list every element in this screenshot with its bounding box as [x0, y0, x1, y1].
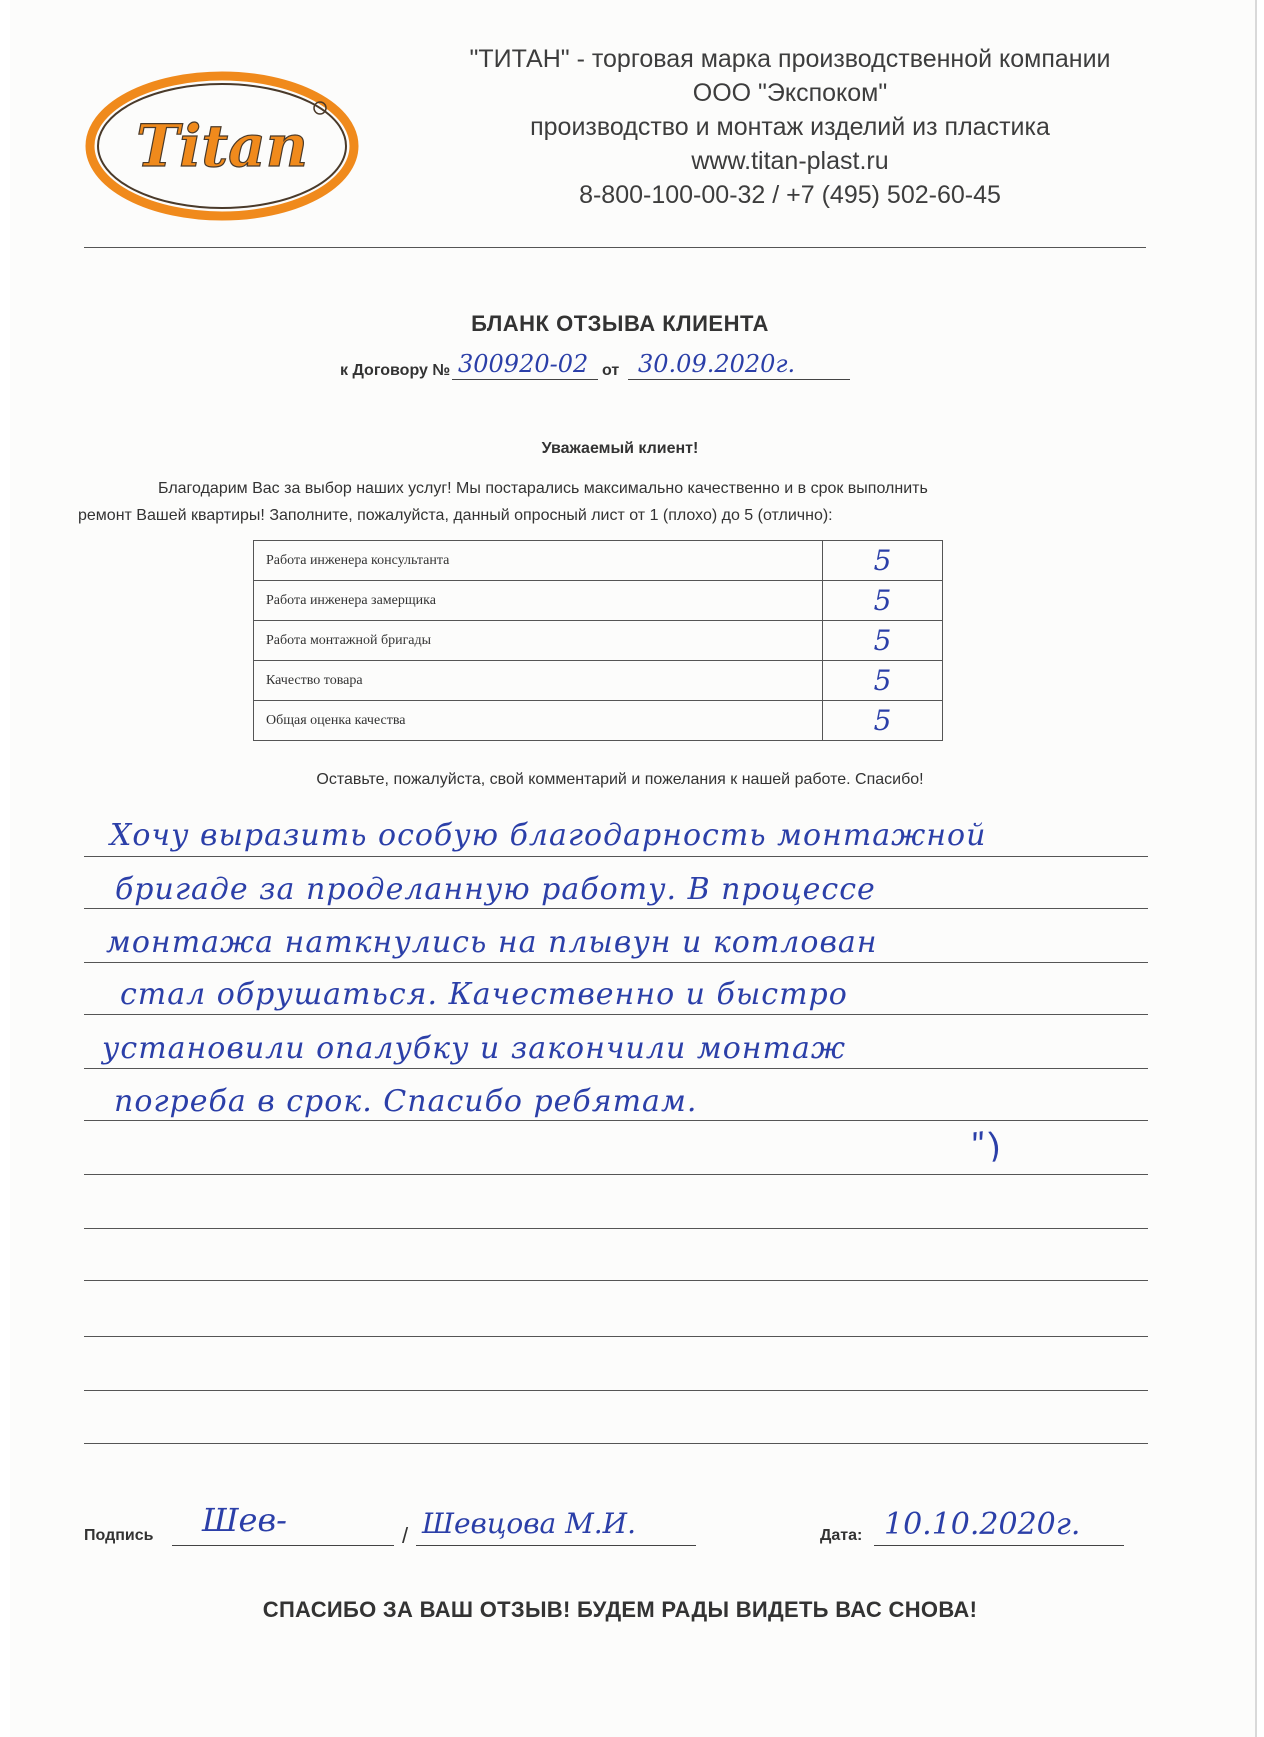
rating-criterion: Работа инженера замерщика: [254, 581, 823, 621]
comment-rule: [84, 1390, 1148, 1391]
ratings-table: [253, 540, 943, 741]
signature-separator: /: [402, 1523, 409, 1548]
feedback-form-page: [10, 0, 1257, 1737]
comment-line-1: Хочу выразить особую благодарность монтажной: [110, 818, 987, 853]
comment-prompt: Оставьте, пожалуйста, свой комментарий и пожелания к нашей работе. Спасибо!: [316, 771, 924, 788]
date-label: Дата:: [820, 1527, 863, 1544]
rating-criterion: Качество товара: [254, 661, 823, 701]
contract-number-value: 300920-02: [458, 350, 589, 378]
header-phones: 8-800-100-00-32 / +7 (495) 502-60-45: [579, 181, 1001, 209]
comment-rule: [84, 1443, 1148, 1444]
rating-criterion: Общая оценка качества: [254, 701, 823, 741]
signature-label: Подпись: [84, 1527, 154, 1544]
comment-rule: [84, 962, 1148, 963]
footer-thanks: СПАСИБО ЗА ВАШ ОТЗЫВ! БУДЕМ РАДЫ ВИДЕТЬ ВАС СНОВА!: [262, 1597, 978, 1622]
table-row: [254, 661, 943, 701]
form-title: БЛАНК ОТЗЫВА КЛИЕНТА: [471, 311, 769, 336]
header-line-3: производство и монтаж изделий из пластика: [530, 113, 1050, 141]
contract-date-value: 30.09.2020г.: [638, 350, 796, 378]
header-website: www.titan-plast.ru: [691, 147, 889, 175]
comment-rule: [84, 1120, 1148, 1121]
comment-rule: [84, 1174, 1148, 1175]
comment-rule: [84, 1014, 1148, 1015]
signature-date: 10.10.2020г.: [884, 1507, 1081, 1542]
table-row: [254, 701, 943, 741]
rating-score: 5: [823, 581, 943, 621]
header-line-2: ООО "Экспоком": [692, 79, 888, 107]
comment-line-6: погреба в срок. Спасибо ребятам.: [114, 1084, 698, 1119]
comment-line-3: монтажа наткнулись на плывун и котлован: [106, 925, 878, 960]
comment-line-2: бригаде за проделанную работу. В процессе: [115, 872, 876, 907]
comment-rule: [84, 908, 1148, 909]
table-row: [254, 621, 943, 661]
signature-row: [84, 1501, 1154, 1555]
comment-rule: [84, 1068, 1148, 1069]
rating-score: 5: [823, 541, 943, 581]
comment-rule: [84, 1280, 1148, 1281]
rating-score: 5: [823, 661, 943, 701]
greeting: Уважаемый клиент!: [541, 440, 699, 457]
contract-number-label: к Договору №: [340, 362, 451, 379]
intro-line-1: Благодарим Вас за выбор наших услуг! Мы постарались максимально качественно и в срок выполнить: [158, 480, 928, 497]
contract-date-label: от: [602, 362, 620, 379]
comment-rule: [84, 1228, 1148, 1229]
comment-rule: [84, 1336, 1148, 1337]
rating-criterion: Работа монтажной бригады: [254, 621, 823, 661]
table-row: [254, 541, 943, 581]
header-divider: [84, 247, 1146, 248]
comment-line-5: установили опалубку и закончили монтаж: [102, 1031, 846, 1066]
rating-score: 5: [823, 701, 943, 741]
comment-line-4: стал обрушаться. Качественно и быстро: [120, 977, 848, 1012]
smiley-doodle: ʺ): [969, 1125, 1004, 1169]
header-line-1: "ТИТАН" - торговая марка производственной компании: [469, 45, 1111, 73]
intro-text: [78, 475, 1148, 529]
logo-lettering: Titan: [136, 112, 308, 180]
rating-score: 5: [823, 621, 943, 661]
comment-rule: [84, 856, 1148, 857]
titan-logo: [82, 68, 362, 223]
table-row: [254, 581, 943, 621]
intro-line-2: ремонт Вашей квартиры! Заполните, пожалуйста, данный опросный лист от 1 (плохо) до 5 (отлично):: [78, 507, 833, 524]
rating-criterion: Работа инженера консультанта: [254, 541, 823, 581]
signer-name: Шевцова М.И.: [422, 1507, 636, 1540]
signature-mark: Шев-: [202, 1501, 287, 1539]
company-header: [370, 42, 1210, 212]
